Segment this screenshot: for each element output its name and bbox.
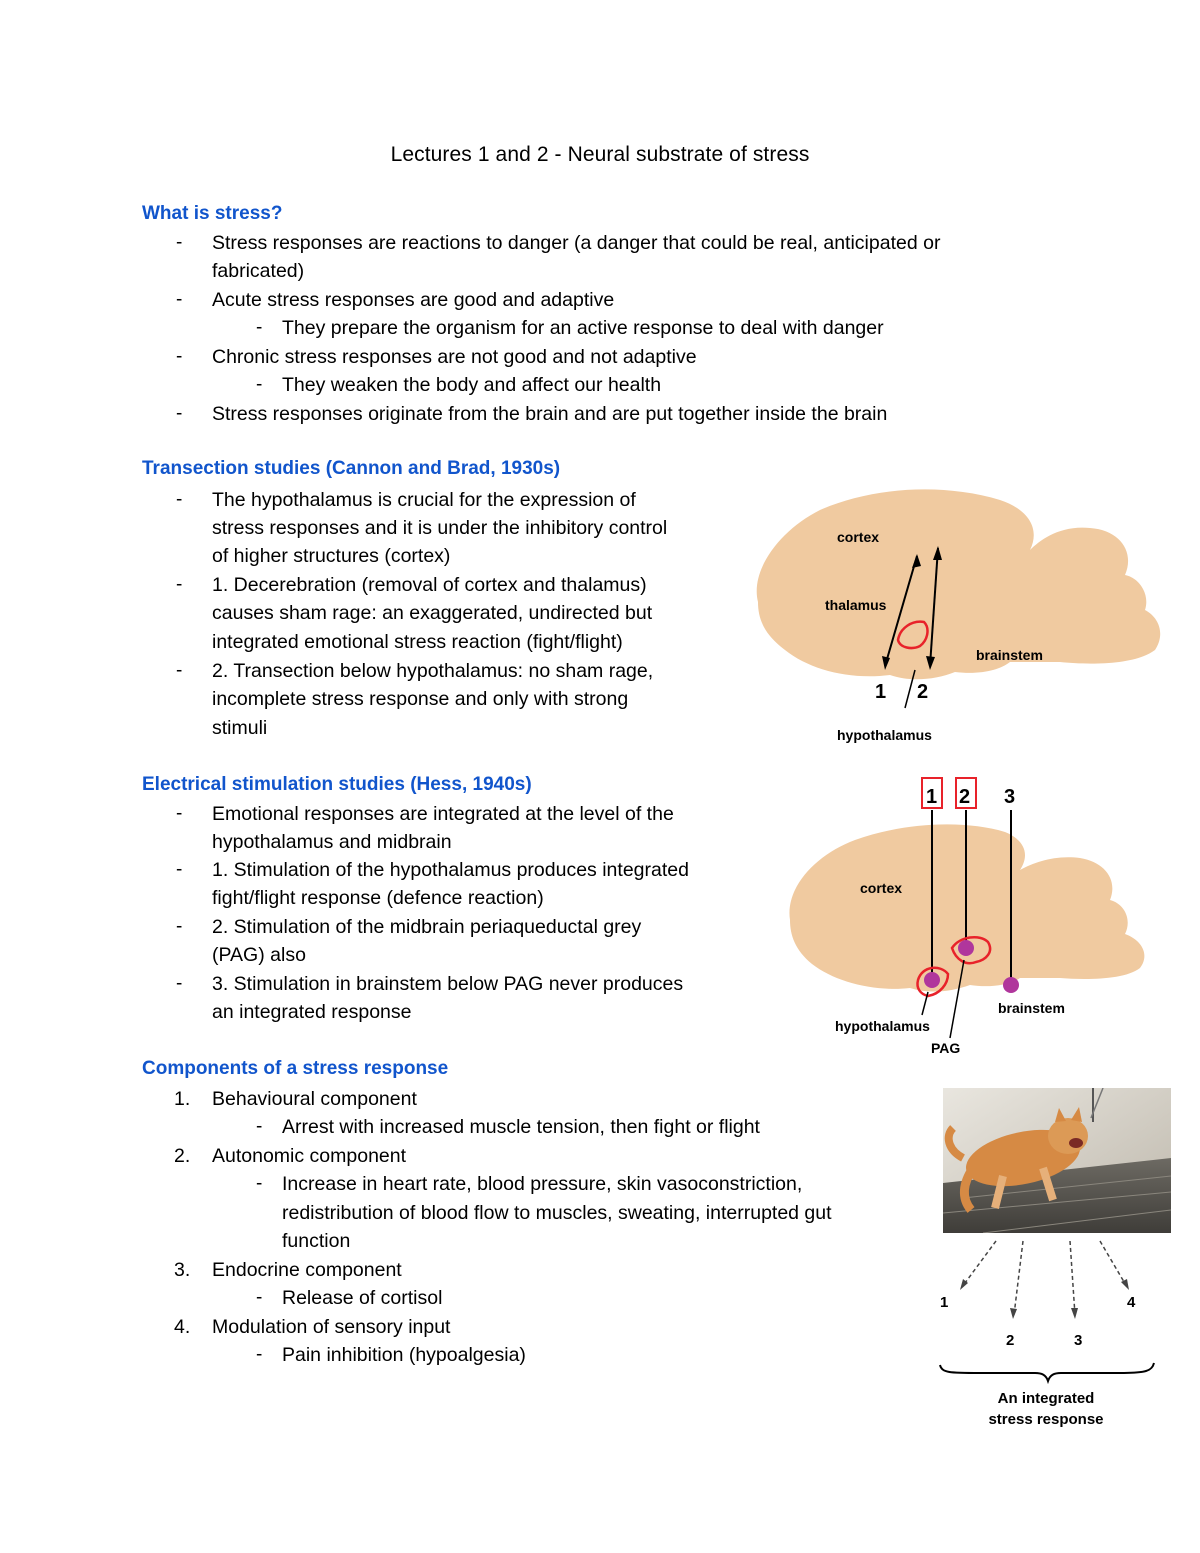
list-subitem: Pain inhibition (hypoalgesia) <box>282 1344 526 1366</box>
label-number-4: 4 <box>1127 1294 1136 1311</box>
bullet: - <box>176 403 183 424</box>
list-item-continuation: integrated emotional stress reaction (fight/flight) <box>212 631 623 653</box>
bullet: - <box>256 1116 263 1137</box>
label-number-1: 1 <box>940 1294 949 1311</box>
arrowhead <box>1010 1308 1017 1319</box>
arrow-1 <box>962 1241 996 1287</box>
list-item: Chronic stress responses are not good and not adaptive <box>212 346 697 368</box>
list-number: 1. <box>174 1088 191 1110</box>
label-pag: PAG <box>931 1040 961 1056</box>
stimulation-site-3 <box>1003 977 1019 993</box>
list-item: 2. Stimulation of the midbrain periaqueductal grey <box>212 916 642 938</box>
bullet: - <box>176 574 183 595</box>
figure-integrated-response <box>930 1235 1170 1435</box>
label-number-2: 2 <box>959 786 971 808</box>
arrow-4 <box>1100 1241 1127 1287</box>
document-title: Lectures 1 and 2 - Neural substrate of stress <box>390 143 810 166</box>
list-number: 2. <box>174 1145 191 1167</box>
cat-photo <box>943 1088 1171 1233</box>
list-item: 1. Decerebration (removal of cortex and thalamus) <box>212 574 647 596</box>
bullet: - <box>256 1287 263 1308</box>
label-number-3: 3 <box>1074 1332 1083 1349</box>
label-hypothalamus: hypothalamus <box>837 727 932 743</box>
list-item: Emotional responses are integrated at the level of the <box>212 803 674 825</box>
bullet: - <box>176 859 183 880</box>
list-subitem: They weaken the body and affect our health <box>282 374 662 396</box>
arrowhead <box>1121 1279 1129 1290</box>
bullet: - <box>176 803 183 824</box>
figure-stimulation-brain <box>780 770 1170 1065</box>
bullet: - <box>176 973 183 994</box>
stimulation-site-1 <box>924 972 940 988</box>
label-number-3: 3 <box>1004 786 1016 808</box>
caption-line-2: stress response <box>988 1411 1104 1428</box>
list-item: Behavioural component <box>212 1088 417 1110</box>
list-item-continuation: stimuli <box>212 717 268 739</box>
list-item: Modulation of sensory input <box>212 1316 451 1338</box>
label-thalamus: thalamus <box>825 597 887 613</box>
list-item-continuation: causes sham rage: an exaggerated, undirected but <box>212 602 653 624</box>
list-item: The hypothalamus is crucial for the expression of <box>212 489 636 511</box>
bullet: - <box>176 660 183 681</box>
list-number: 4. <box>174 1316 191 1338</box>
list-item: Autonomic component <box>212 1145 407 1167</box>
label-number-2: 2 <box>1006 1332 1015 1349</box>
list-subitem-continuation: redistribution of blood flow to muscles, sweating, interrupted gut <box>282 1202 832 1224</box>
list-item-continuation: (PAG) also <box>212 944 306 966</box>
bullet: - <box>256 1173 263 1194</box>
grouping-brace <box>940 1363 1154 1381</box>
list-item: 1. Stimulation of the hypothalamus produces integrated <box>212 859 689 881</box>
arrowhead <box>1071 1308 1078 1319</box>
label-hypothalamus: hypothalamus <box>835 1018 930 1034</box>
heading-components: Components of a stress response <box>142 1058 449 1079</box>
list-number: 3. <box>174 1259 191 1281</box>
heading-transection-studies: Transection studies (Cannon and Brad, 1930s) <box>142 458 561 479</box>
bullet: - <box>176 489 183 510</box>
list-item-continuation: an integrated response <box>212 1001 412 1023</box>
list-item: 3. Stimulation in brainstem below PAG never produces <box>212 973 684 995</box>
label-number-1: 1 <box>926 786 938 808</box>
label-brainstem: brainstem <box>976 647 1043 663</box>
label-number-2: 2 <box>917 681 929 703</box>
stimulation-site-2 <box>958 940 974 956</box>
bullet: - <box>256 1344 263 1365</box>
bullet: - <box>256 317 263 338</box>
list-subitem: Arrest with increased muscle tension, then fight or flight <box>282 1116 760 1138</box>
list-subitem: Increase in heart rate, blood pressure, skin vasoconstriction, <box>282 1173 803 1195</box>
heading-electrical-stimulation: Electrical stimulation studies (Hess, 1940s) <box>142 774 532 795</box>
list-item: Stress responses are reactions to danger (a danger that could be real, anticipated or <box>212 232 941 254</box>
list-item-continuation: fight/flight response (defence reaction) <box>212 887 544 909</box>
label-brainstem: brainstem <box>998 1000 1065 1016</box>
list-item: Endocrine component <box>212 1259 402 1281</box>
bullet: - <box>176 346 183 367</box>
list-item-continuation: hypothalamus and midbrain <box>212 831 452 853</box>
list-item-continuation: fabricated) <box>212 260 305 282</box>
heading-what-is-stress: What is stress? <box>142 203 283 224</box>
label-cortex: cortex <box>837 529 880 545</box>
bullet: - <box>176 232 183 253</box>
list-subitem: They prepare the organism for an active response to deal with danger <box>282 317 884 339</box>
list-item: 2. Transection below hypothalamus: no sham rage, <box>212 660 654 682</box>
list-subitem: Release of cortisol <box>282 1287 443 1309</box>
list-item: Stress responses originate from the brain and are put together inside the brain <box>212 403 888 425</box>
list-subitem-continuation: function <box>282 1230 351 1252</box>
list-item-continuation: incomplete stress response and only with strong <box>212 688 629 710</box>
caption-line-1: An integrated <box>997 1390 1095 1407</box>
bullet: - <box>256 374 263 395</box>
list-item-continuation: stress responses and it is under the inhibitory control <box>212 517 668 539</box>
arrow-2 <box>1014 1241 1023 1315</box>
list-item-continuation: of higher structures (cortex) <box>212 545 451 567</box>
brain-shape <box>757 489 1161 679</box>
label-cortex: cortex <box>860 880 903 896</box>
bullet: - <box>176 916 183 937</box>
arrow-3 <box>1070 1241 1075 1315</box>
label-number-1: 1 <box>875 681 887 703</box>
figure-transection-brain <box>740 470 1170 750</box>
bullet: - <box>176 289 183 310</box>
list-item: Acute stress responses are good and adaptive <box>212 289 615 311</box>
